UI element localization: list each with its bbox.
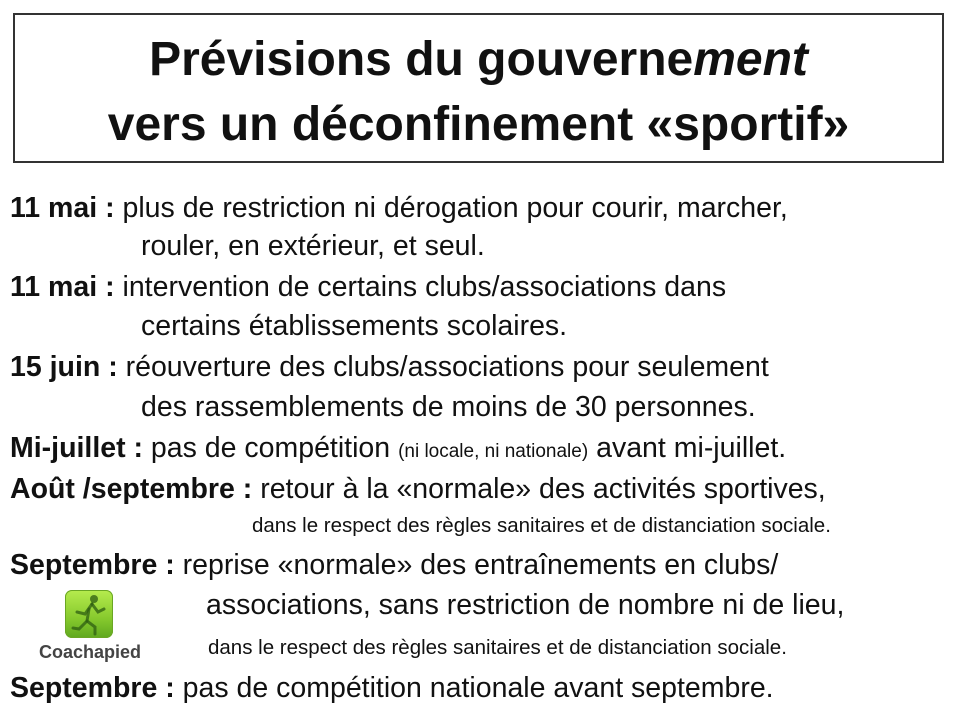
item-6-line-1: reprise «normale» des entraînements en clubs/ — [182, 549, 779, 581]
item-3-row-1 — [10, 349, 769, 385]
item-6-row-2: associations, sans restriction de nombre ni de lieu, — [206, 589, 845, 621]
title-line-1-italic: ment — [693, 33, 808, 86]
item-4-label: Mi-juillet : — [10, 432, 143, 464]
item-1-row-2: rouler, en extérieur, et seul. — [141, 230, 485, 262]
item-3-label: 15 juin : — [10, 351, 118, 383]
item-1-label: 11 mai : — [10, 192, 115, 224]
logo-text: Coachapied — [38, 642, 142, 662]
item-5-row-1 — [10, 471, 826, 507]
item-6-note: dans le respect des règles sanitaires et de distanciation sociale. — [208, 636, 787, 659]
title-line-1 — [15, 32, 942, 87]
item-6-label: Septembre : — [10, 549, 175, 581]
item-4-text-after: avant mi-juillet. — [596, 432, 787, 464]
title-line-1-prefix: Prévisions du gouverne — [149, 33, 694, 86]
coachapied-logo — [28, 588, 158, 668]
item-5-label: Août /septembre : — [10, 473, 253, 505]
item-6-row-1 — [10, 547, 778, 583]
item-1-line-1: plus de restriction ni dérogation pour courir, marcher, — [122, 192, 788, 224]
item-2-line-1: intervention de certains clubs/associations dans — [122, 271, 727, 303]
item-7-label: Septembre : — [10, 672, 175, 704]
item-5-note: dans le respect des règles sanitaires et de distanciation sociale. — [252, 514, 831, 537]
item-2-row-2: certains établissements scolaires. — [141, 310, 568, 342]
item-4-text-small: (ni locale, ni nationale) — [398, 441, 589, 462]
item-3-line-1: réouverture des clubs/associations pour seulement — [125, 351, 769, 383]
item-7-line-1: pas de compétition nationale avant septembre. — [182, 672, 774, 704]
title-box — [13, 13, 944, 163]
item-5-line-1: retour à la «normale» des activités sportives, — [260, 473, 826, 505]
item-2-row-1 — [10, 269, 726, 305]
item-3-row-2: des rassemblements de moins de 30 personnes. — [141, 391, 756, 423]
item-4-text-before: pas de compétition — [150, 432, 391, 464]
item-4-row-1 — [10, 430, 786, 470]
running-man-icon — [65, 590, 113, 638]
title-line-2: vers un déconfinement «sportif» — [107, 98, 850, 151]
item-2-label: 11 mai : — [10, 271, 115, 303]
item-1-row-1 — [10, 190, 788, 226]
item-7-row-1 — [10, 670, 774, 706]
